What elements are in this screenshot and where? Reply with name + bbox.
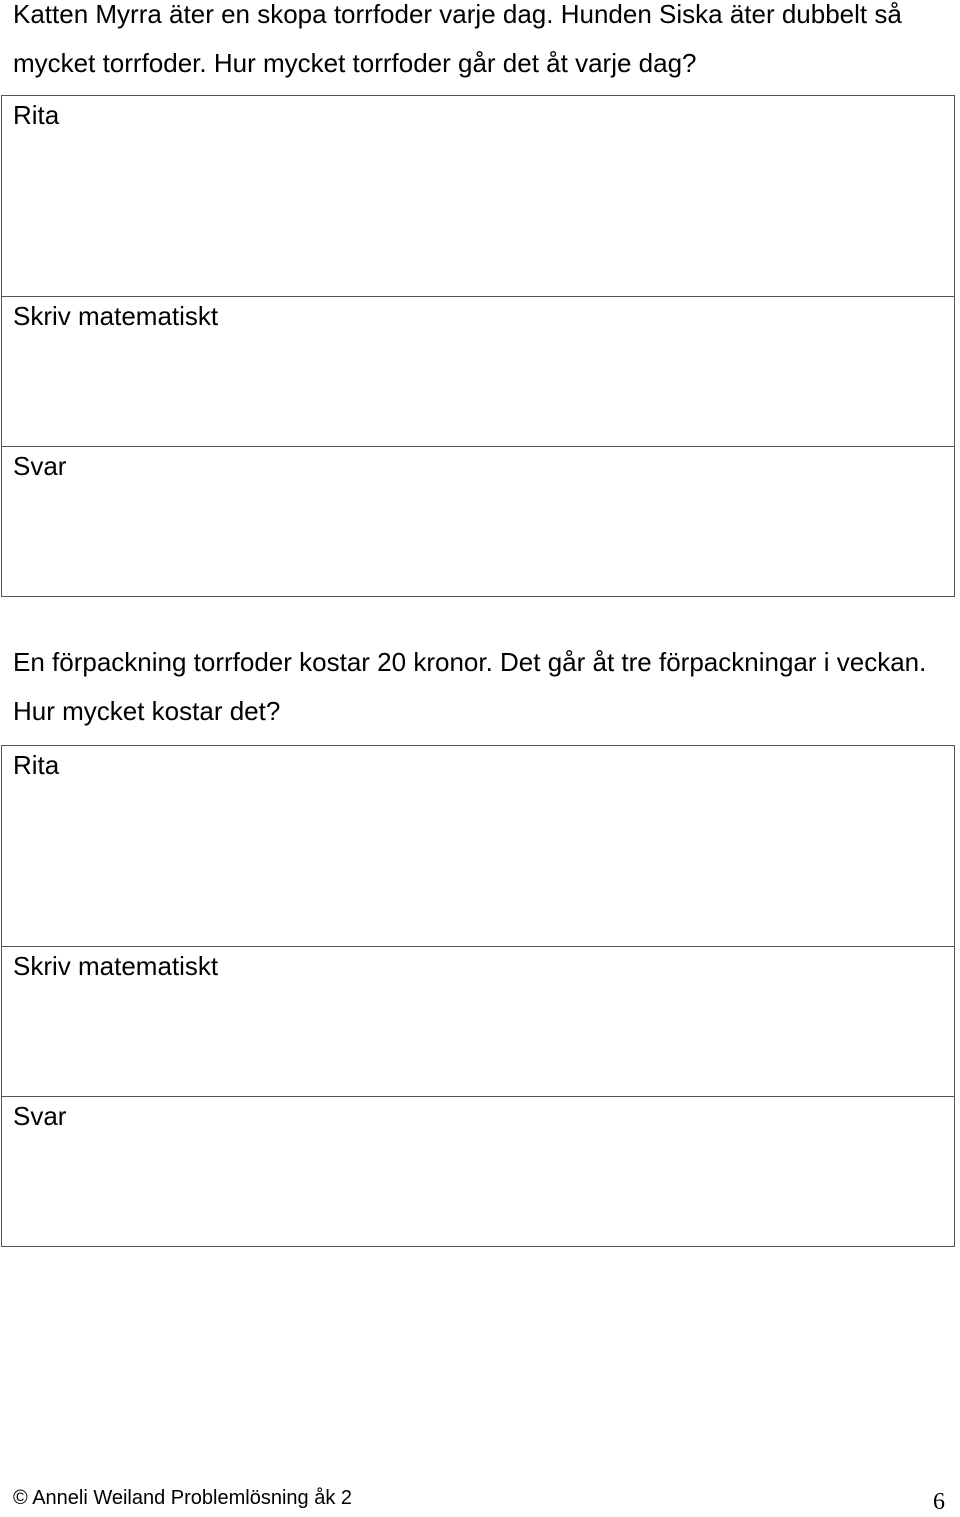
problem-1-text: Katten Myrra äter en skopa torrfoder varje dag. Hunden Siska äter dubbelt så mycket torrfoder. Hur mycket torrfoder går det åt varje dag? — [13, 0, 902, 78]
problem-1-math-area[interactable] — [2, 296, 954, 446]
draw-label: Rita — [13, 750, 60, 780]
problem-2-draw-area[interactable] — [2, 746, 954, 946]
answer-label: Svar — [13, 1101, 67, 1131]
footer-credit: © Anneli Weiland Problemlösning åk 2 — [13, 1487, 353, 1509]
problem-1-answer-box — [1, 95, 955, 597]
problem-1-answer-area[interactable] — [2, 446, 954, 596]
page-number: 6 — [933, 1489, 945, 1515]
answer-label: Svar — [13, 451, 67, 481]
write-math-label: Skriv matematiskt — [13, 301, 219, 331]
problem-2-text: En förpackning torrfoder kostar 20 kronor. Det går åt tre förpackningar i veckan. Hur mycket kostar det? — [13, 647, 927, 726]
draw-label: Rita — [13, 100, 60, 130]
problem-1-draw-area[interactable] — [2, 96, 954, 296]
write-math-label: Skriv matematiskt — [13, 951, 219, 981]
problem-2-math-area[interactable] — [2, 946, 954, 1096]
problem-2-answer-box — [1, 745, 955, 1247]
problem-2-answer-area[interactable] — [2, 1096, 954, 1246]
